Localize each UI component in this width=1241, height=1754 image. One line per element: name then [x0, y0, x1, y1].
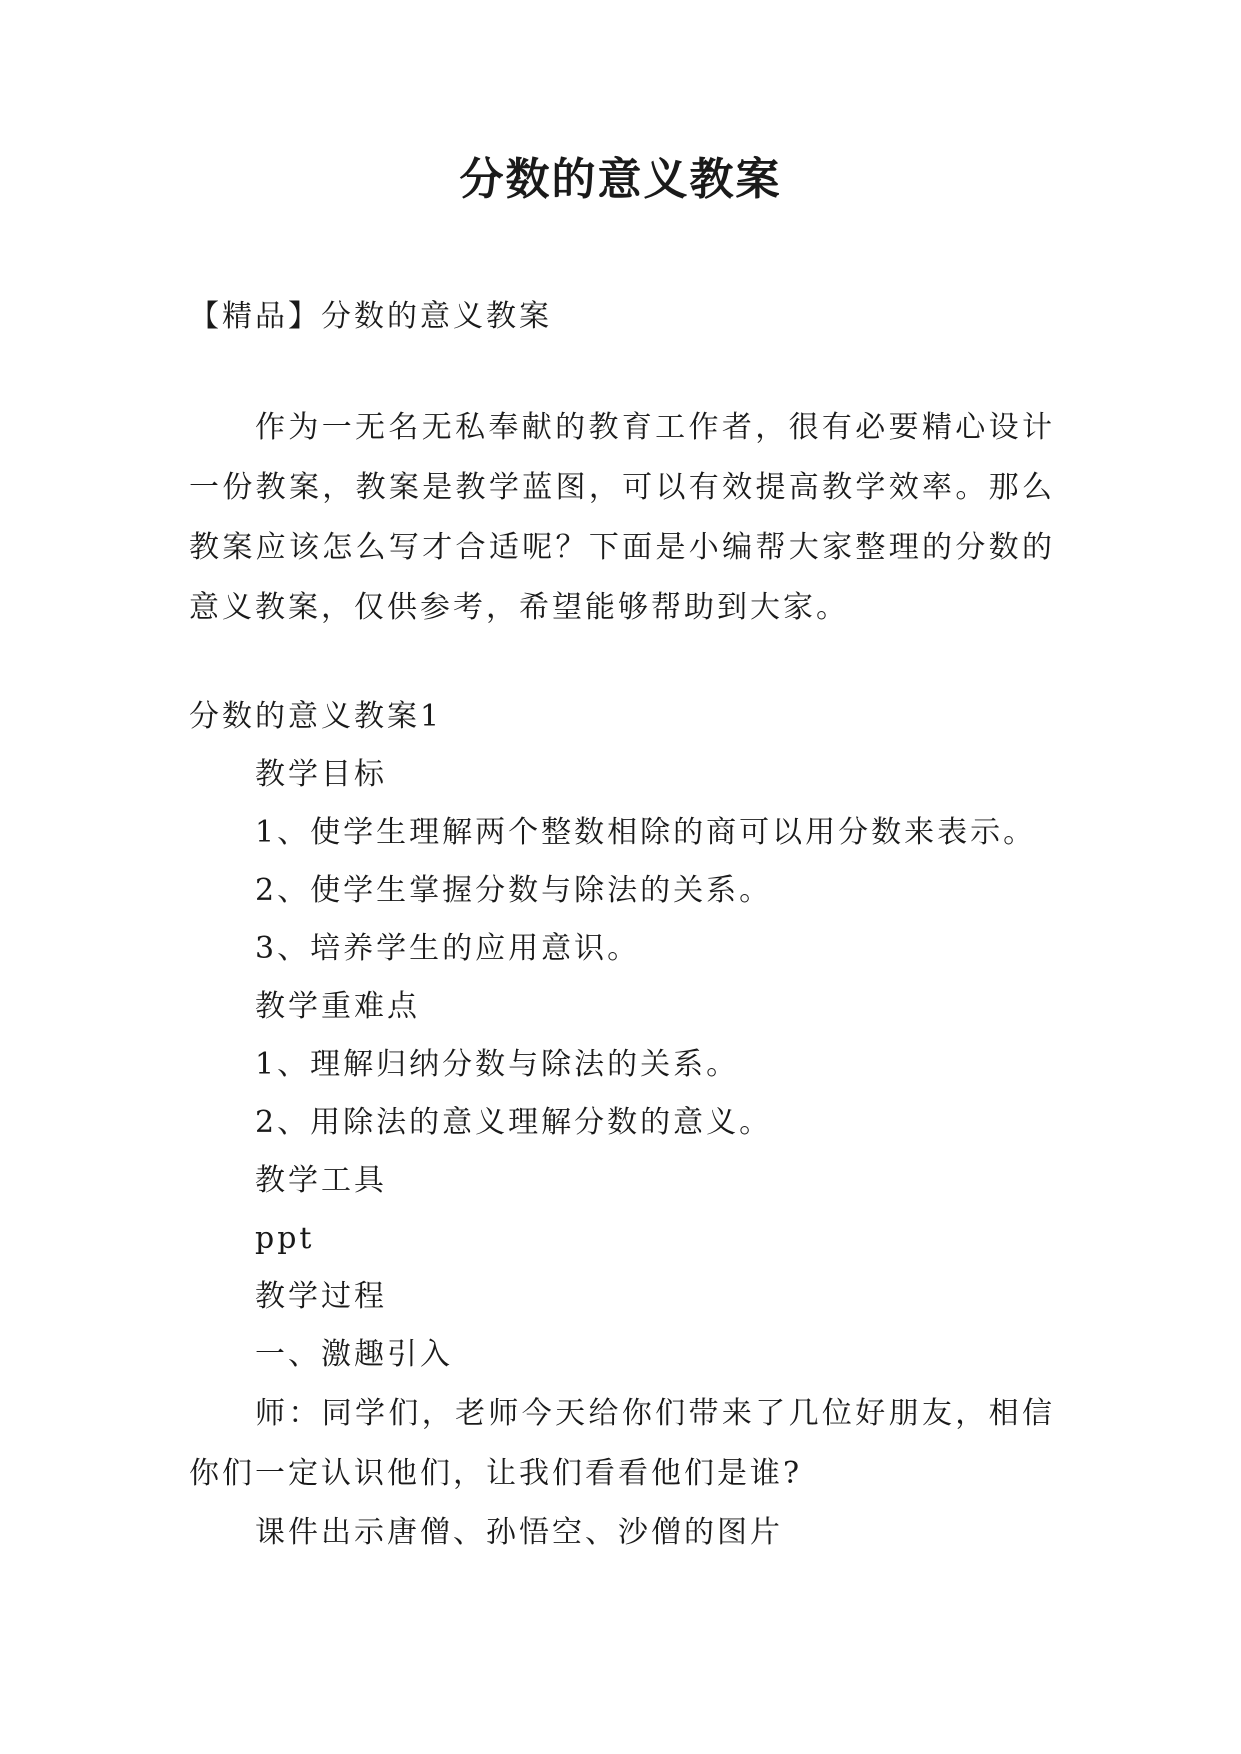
goal-item-2: 2、使学生掌握分数与除法的关系。	[255, 873, 773, 908]
heading-teaching-process: 教学过程	[255, 1279, 387, 1314]
heading-teaching-goals: 教学目标	[255, 757, 387, 792]
goal-item-3: 3、培养学生的应用意识。	[255, 931, 641, 966]
document-body	[189, 288, 1055, 1562]
key-point-item-1: 1、理解归纳分数与除法的关系。	[255, 1047, 740, 1082]
heading-key-points: 教学重难点	[255, 989, 420, 1024]
key-point-item-2: 2、用除法的意义理解分数的意义。	[255, 1105, 773, 1140]
document-subtitle: 【精品】分数的意义教案	[189, 299, 552, 334]
goal-item-1: 1、使学生理解两个整数相除的商可以用分数来表示。	[255, 815, 1037, 850]
section-heading: 分数的意义教案1	[189, 699, 443, 734]
document-title: 分数的意义教案	[459, 154, 782, 205]
heading-teaching-tools: 教学工具	[255, 1163, 387, 1198]
intro-paragraph: 作为一无名无私奉献的教育工作者，很有必要精心设计一份教案，教案是教学蓝图，可以有效提高教学效率。那么教案应该怎么写才合适呢？下面是小编帮大家整理的分数的意义教案，仅供参考，希望能够帮助到大家。	[189, 410, 1055, 625]
process-step-1-heading: 一、激趣引入	[255, 1337, 453, 1372]
courseware-note: 课件出示唐僧、孙悟空、沙僧的图片	[255, 1515, 783, 1550]
teacher-dialogue-paragraph: 师：同学们，老师今天给你们带来了几位好朋友，相信你们一定认识他们，让我们看看他们是谁?	[189, 1396, 1055, 1491]
tools-item-ppt: ppt	[255, 1221, 315, 1256]
